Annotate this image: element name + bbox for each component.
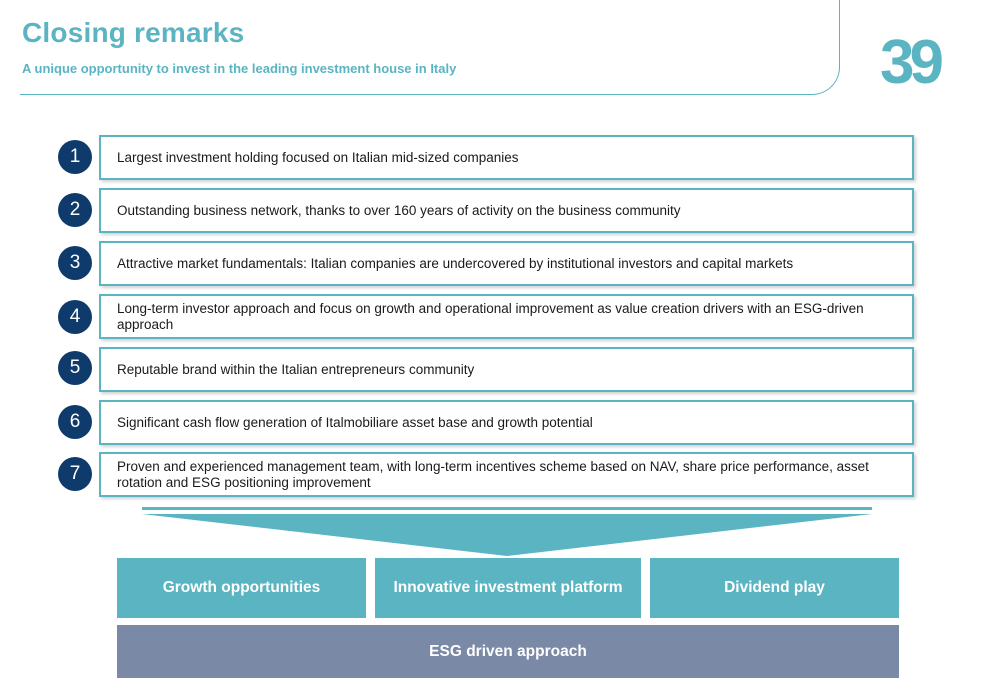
number-badge: 2: [58, 193, 92, 227]
page-subtitle: A unique opportunity to invest in the leading investment house in Italy: [22, 61, 457, 76]
point-text: Proven and experienced management team, with long-term incentives scheme based on NAV, share price performance, asset rotation and ESG positioning improvement: [99, 452, 914, 497]
list-item: [58, 452, 914, 497]
page-number: 39: [880, 28, 939, 97]
number-badge: 5: [58, 351, 92, 385]
point-text: Attractive market fundamentals: Italian companies are undercovered by institutional investors and capital markets: [99, 241, 914, 286]
funnel-top-bar: [142, 507, 872, 510]
point-text: Long-term investor approach and focus on growth and operational improvement as value creation drivers with an ESG-driven approach: [99, 294, 914, 339]
list-item: [58, 135, 914, 180]
list-item: [58, 294, 914, 339]
page-title: Closing remarks: [22, 17, 245, 48]
pillar-growth-opportunities: Growth opportunities: [117, 558, 366, 618]
pillar-innovative-investment-platform: Innovative investment platform: [375, 558, 641, 618]
esg-foundation-bar: ESG driven approach: [117, 625, 899, 678]
number-badge: 3: [58, 246, 92, 280]
funnel-arrow: [140, 507, 874, 559]
point-text: Reputable brand within the Italian entrepreneurs community: [99, 347, 914, 392]
list-item: [58, 400, 914, 445]
funnel-triangle: [142, 514, 872, 556]
number-badge: 6: [58, 405, 92, 439]
pillar-dividend-play: Dividend play: [650, 558, 899, 618]
list-item: [58, 241, 914, 286]
point-text: Largest investment holding focused on Italian mid-sized companies: [99, 135, 914, 180]
point-text: Significant cash flow generation of Italmobiliare asset base and growth potential: [99, 400, 914, 445]
number-badge: 4: [58, 300, 92, 334]
number-badge: 1: [58, 140, 92, 174]
list-item: [58, 347, 914, 392]
number-badge: 7: [58, 457, 92, 491]
list-item: [58, 188, 914, 233]
point-text: Outstanding business network, thanks to over 160 years of activity on the business community: [99, 188, 914, 233]
